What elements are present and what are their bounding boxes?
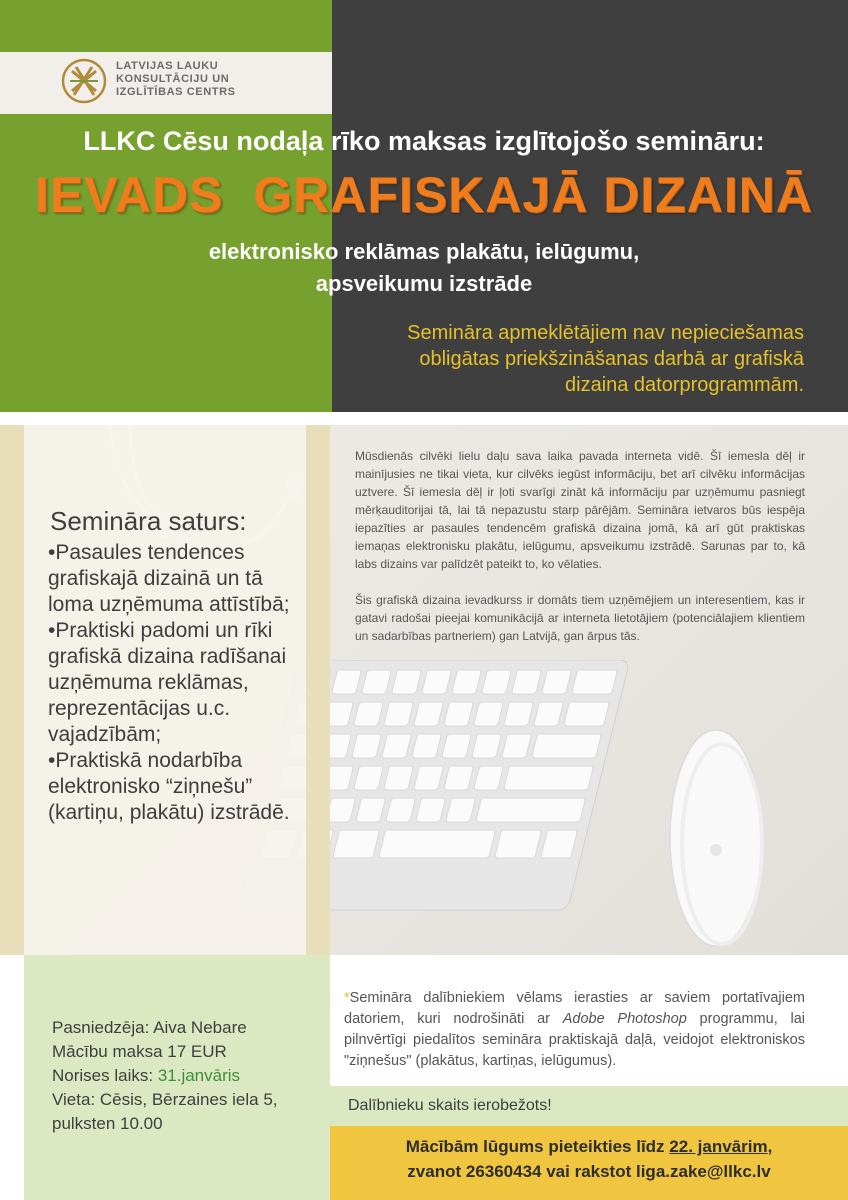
content-item-3: •Praktiskā nodarbība elektronisko “ziņnešu” (kartiņu, plakātu) izstrādē. (48, 749, 290, 824)
time-label: Norises laiks: (52, 1066, 158, 1085)
cta-line-1 (330, 1134, 848, 1159)
seminar-title: IEVADS GRAFISKAJĀ DIZAINĀ (35, 167, 813, 223)
seminar-info (52, 1016, 278, 1136)
cta-before: Mācībām lūgums pieteikties līdz (405, 1137, 670, 1156)
note-program: Adobe Photoshop (562, 1011, 687, 1027)
prerequisite-note (360, 320, 804, 398)
cta-date: 22. janvārim (669, 1137, 768, 1156)
hour-text: pulksten 10.00 (52, 1114, 163, 1133)
cta-line-2: zvanot 26360434 vai rakstot liga.zake@llkc.lv (407, 1162, 771, 1181)
content-heading: Semināra saturs: (50, 506, 247, 536)
lecturer-text: Pasniedzēja: Aiva Nebare (52, 1018, 247, 1037)
logo-line-1: LATVIJAS LAUKU (116, 60, 219, 72)
participant-limit: Dalībnieku skaits ierobežots! (348, 1097, 552, 1114)
content-item-2: •Praktiski padomi un rīki grafiskā dizaina radīšanai uzņēmuma reklāmas, reprezentācijas u.c. vajadzībām; (48, 619, 287, 746)
place-text: Vieta: Cēsis, Bērzaines iela 5, (52, 1090, 278, 1109)
content-list (48, 540, 303, 826)
prereq-line-2: obligātas priekšzināšanas darbā ar grafiskā (419, 348, 804, 370)
llkc-logo-icon (60, 57, 108, 105)
logo-text (116, 60, 236, 99)
mouse-icon (658, 720, 768, 950)
registration-cta (330, 1134, 848, 1184)
time-value: 31.janvāris (157, 1066, 241, 1085)
logo-line-2: KONSULTĀCIJU UN (116, 73, 230, 85)
fee-text: Mācību maksa 17 EUR (52, 1042, 227, 1061)
subtitle-line-1: elektronisko reklāmas plakātu, ielūgumu, (208, 239, 640, 264)
note-text-after: programmu, lai pilnvērtīgi piedalītos semināra praktiskajā daļā, veidojot elektroniskos "ziņnešus" (plakātus, kartiņas, ielūgumus). (344, 1011, 806, 1069)
logo-line-3: IZGLĪTĪBAS CENTRS (116, 86, 236, 98)
description-paragraph-2: Šis grafiskā dizaina ievadkurss ir domāts tiem uzņēmējiem un interesentiem, kas ir gatavi radošai pieejai komunikācijā ar interneta lietotājiem (potenciālajiem klientiem un sadarbības partneriem) gan Latvijā, gan ārpus tās. (355, 593, 805, 643)
cta-after: , (767, 1137, 773, 1156)
subtitle-line-2: apsveikumu izstrāde (315, 271, 533, 296)
left-accent-strip (0, 425, 24, 955)
prereq-line-3: dizaina datorprogrammām. (565, 374, 804, 396)
description (355, 447, 805, 663)
time-row (52, 1064, 278, 1088)
note-asterisk: * (344, 990, 350, 1006)
intro-heading: LLKC Cēsu nodaļa rīko maksas izglītojošo semināru: (83, 126, 765, 156)
content-item-1: •Pasaules tendences grafiskajā dizainā un tā loma uzņēmuma attīstībā; (48, 541, 290, 616)
seminar-subtitle (0, 236, 848, 300)
laptop-note (344, 988, 805, 1072)
description-paragraph-1: Mūsdienās cilvēki lielu daļu sava laika pavada interneta vidē. Šī iemesla dēļ ir mainījusies ne tikai vieta, kur cilvēks iegūst informāciju, bet arī cilvēku informācijas uztvere. Šī iemesla dēļ ir ļoti svarīgi zināt kā informāciju par uzņēmumu pasniegt mērķauditorijai tā, lai tā nepazustu starp pārējām. Semināra ietvaros būs iespēja iepazīties ar pasaules tendencēm grafiskā dizaina jomā, kā arī gūt praktiskas iemaņas elektronisku plakātu, ielūgumu, apsveikumu izstrādē. Sarunas par to, kā labs dizains var palīdzēt pateikt to, ko vēlaties. (355, 449, 805, 571)
prereq-line-1: Semināra apmeklētājiem nav nepieciešamas (407, 322, 804, 344)
note-text-before: Semināra dalībniekiem vēlams ierasties ar saviem portatīvajiem datoriem, kuri nodrošināti ar (344, 990, 805, 1027)
right-accent-strip (306, 425, 330, 955)
